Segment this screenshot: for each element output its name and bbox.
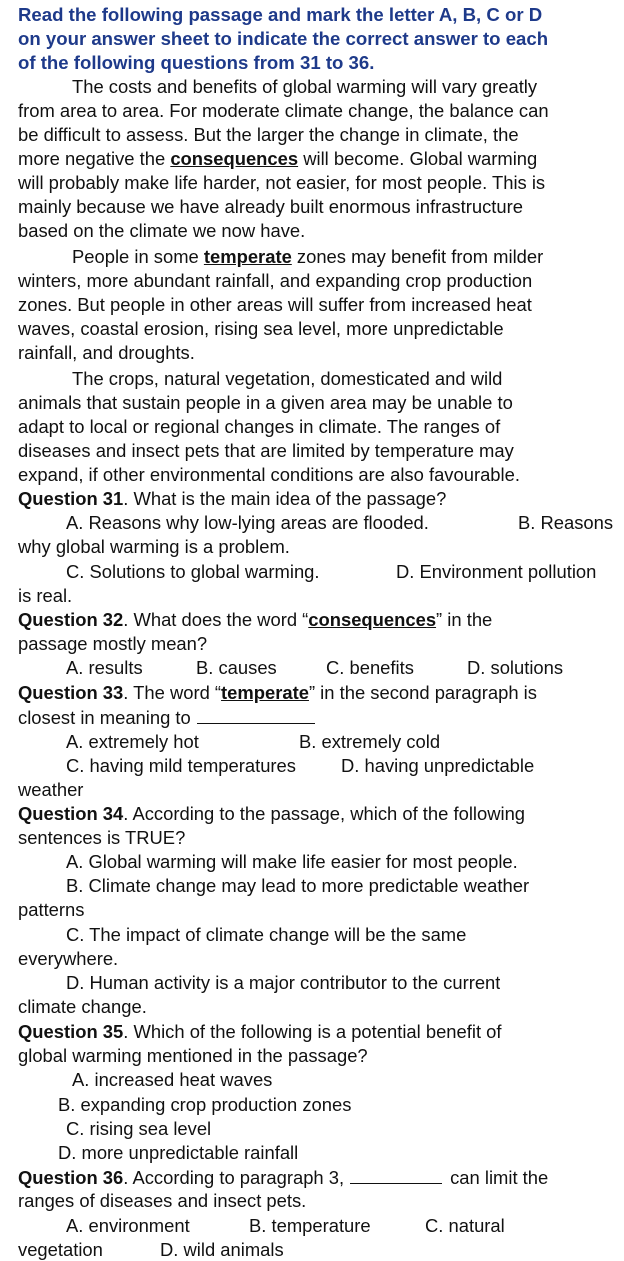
q36-option-c-cont: vegetation [18,1239,103,1260]
passage-p1-line-1: The costs and benefits of global warming will vary greatly [72,76,538,97]
question-36-cont: ranges of diseases and insect pets. [18,1190,307,1211]
passage-p2-line-2: winters, more abundant rainfall, and expanding crop production [18,270,533,291]
instruction-line-3: of the following questions from 31 to 36. [18,52,375,73]
instruction-line-2: on your answer sheet to indicate the correct answer to each [18,28,549,49]
question-35-label: Question 35 [18,1021,124,1042]
q33-option-d[interactable]: D. having unpredictable [341,755,535,776]
question-34 [18,802,624,826]
q36-option-b[interactable]: B. temperature [249,1215,371,1236]
p1-line4-b: will become. Global warming [298,148,538,169]
instruction-line-1: Read the following passage and mark the letter A, B, C or D [18,4,543,25]
q33-option-a[interactable]: A. extremely hot [66,731,199,752]
passage-p3-line-1: The crops, natural vegetation, domesticated and wild [72,368,503,389]
q35-option-c[interactable]: C. rising sea level [66,1118,212,1139]
question-34-cont: sentences is TRUE? [18,827,186,848]
question-35-cont: global warming mentioned in the passage? [18,1045,368,1066]
question-32-label: Question 32 [18,609,124,630]
question-33-keyword: temperate [221,682,309,703]
passage-p1-line-6: mainly because we have already built enormous infrastructure [18,196,523,217]
question-32-cont: passage mostly mean? [18,633,208,654]
q36-option-c[interactable]: C. natural [425,1215,505,1236]
q35-option-d[interactable]: D. more unpredictable rainfall [58,1142,299,1163]
q36-option-a[interactable]: A. environment [66,1215,190,1236]
question-34-text-a: . According to the passage, which of the following [123,803,526,824]
q31-option-d[interactable]: D. Environment pollution [396,561,597,582]
question-31 [18,487,624,511]
question-34-label: Question 34 [18,803,124,824]
passage-p3-line-4: diseases and insect pets that are limited by temperature may [18,440,514,461]
q33-option-d-cont: weather [18,779,84,800]
q35-option-a[interactable]: A. increased heat waves [72,1069,273,1090]
passage-p2-line-3: zones. But people in other areas will suffer from increased heat [18,294,532,315]
q34-option-c-cont: everywhere. [18,948,119,969]
keyword-consequences: consequences [170,148,299,169]
question-33-label: Question 33 [18,682,124,703]
passage-p2-line-5: rainfall, and droughts. [18,342,195,363]
passage-p3-line-3: adapt to local or regional changes in climate. The ranges of [18,416,501,437]
question-31-label: Question 31 [18,488,124,509]
p1-line4-a: more negative the [18,148,171,169]
p2-line1-a: People in some [72,246,204,267]
passage-p1-line-7: based on the climate we now have. [18,220,306,241]
question-33-cont [18,705,624,730]
q32-option-b[interactable]: B. causes [196,657,277,678]
question-31-text: . What is the main idea of the passage? [123,488,447,509]
question-32-keyword: consequences [308,609,437,630]
q34-option-b-cont: patterns [18,899,85,920]
q31-option-d-cont: is real. [18,585,73,606]
q36-option-d[interactable]: D. wild animals [160,1239,284,1260]
q32-option-c[interactable]: C. benefits [326,657,414,678]
question-32-text-b: ” in the [436,609,493,630]
passage-p1-line-4 [18,147,624,171]
q34-option-d-cont: climate change. [18,996,147,1017]
answer-blank [350,1165,442,1184]
q33-option-b[interactable]: B. extremely cold [299,731,441,752]
keyword-temperate: temperate [203,246,292,267]
answer-blank [197,705,315,724]
q35-option-b[interactable]: B. expanding crop production zones [58,1094,352,1115]
passage-p3-line-2: animals that sustain people in a given area may be unable to [18,392,513,413]
q31-option-b-cont: why global warming is a problem. [18,536,290,557]
question-33-text-c: closest in meaning to [18,707,191,728]
question-36-text-a: . According to paragraph 3, [123,1167,345,1188]
q32-option-d[interactable]: D. solutions [467,657,564,678]
question-33 [18,681,624,705]
question-32-text-a: . What does the word “ [123,609,309,630]
question-35 [18,1020,624,1044]
q31-option-c[interactable]: C. Solutions to global warming. [66,561,320,582]
q31-option-b[interactable]: B. Reasons [518,512,614,533]
question-36-label: Question 36 [18,1167,124,1188]
passage-p2-line-1 [72,245,624,269]
q34-option-b[interactable]: B. Climate change may lead to more predictable weather [66,875,530,896]
passage-p2-line-4: waves, coastal erosion, rising sea level, more unpredictable [18,318,504,339]
question-33-text-b: ” in the second paragraph is [308,682,537,703]
question-35-text-a: . Which of the following is a potential benefit of [123,1021,502,1042]
q34-option-c[interactable]: C. The impact of climate change will be the same [66,924,467,945]
q31-option-a[interactable]: A. Reasons why low-lying areas are flooded. [66,512,429,533]
question-36 [18,1165,624,1190]
q34-option-a[interactable]: A. Global warming will make life easier for most people. [66,851,518,872]
q33-option-c[interactable]: C. having mild temperatures [66,755,296,776]
passage-p3-line-5: expand, if other environmental conditions are also favourable. [18,464,520,485]
question-33-text-a: . The word “ [123,682,222,703]
passage-p1-line-2: from area to area. For moderate climate change, the balance can [18,100,549,121]
p2-line1-b: zones may benefit from milder [291,246,544,267]
passage-p1-line-3: be difficult to assess. But the larger the change in climate, the [18,124,519,145]
passage-p1-line-5: will probably make life harder, not easier, for most people. This is [18,172,546,193]
question-36-text-b: can limit the [450,1167,549,1188]
q34-option-d[interactable]: D. Human activity is a major contributor to the current [66,972,501,993]
question-32 [18,608,624,632]
q32-option-a[interactable]: A. results [66,657,143,678]
